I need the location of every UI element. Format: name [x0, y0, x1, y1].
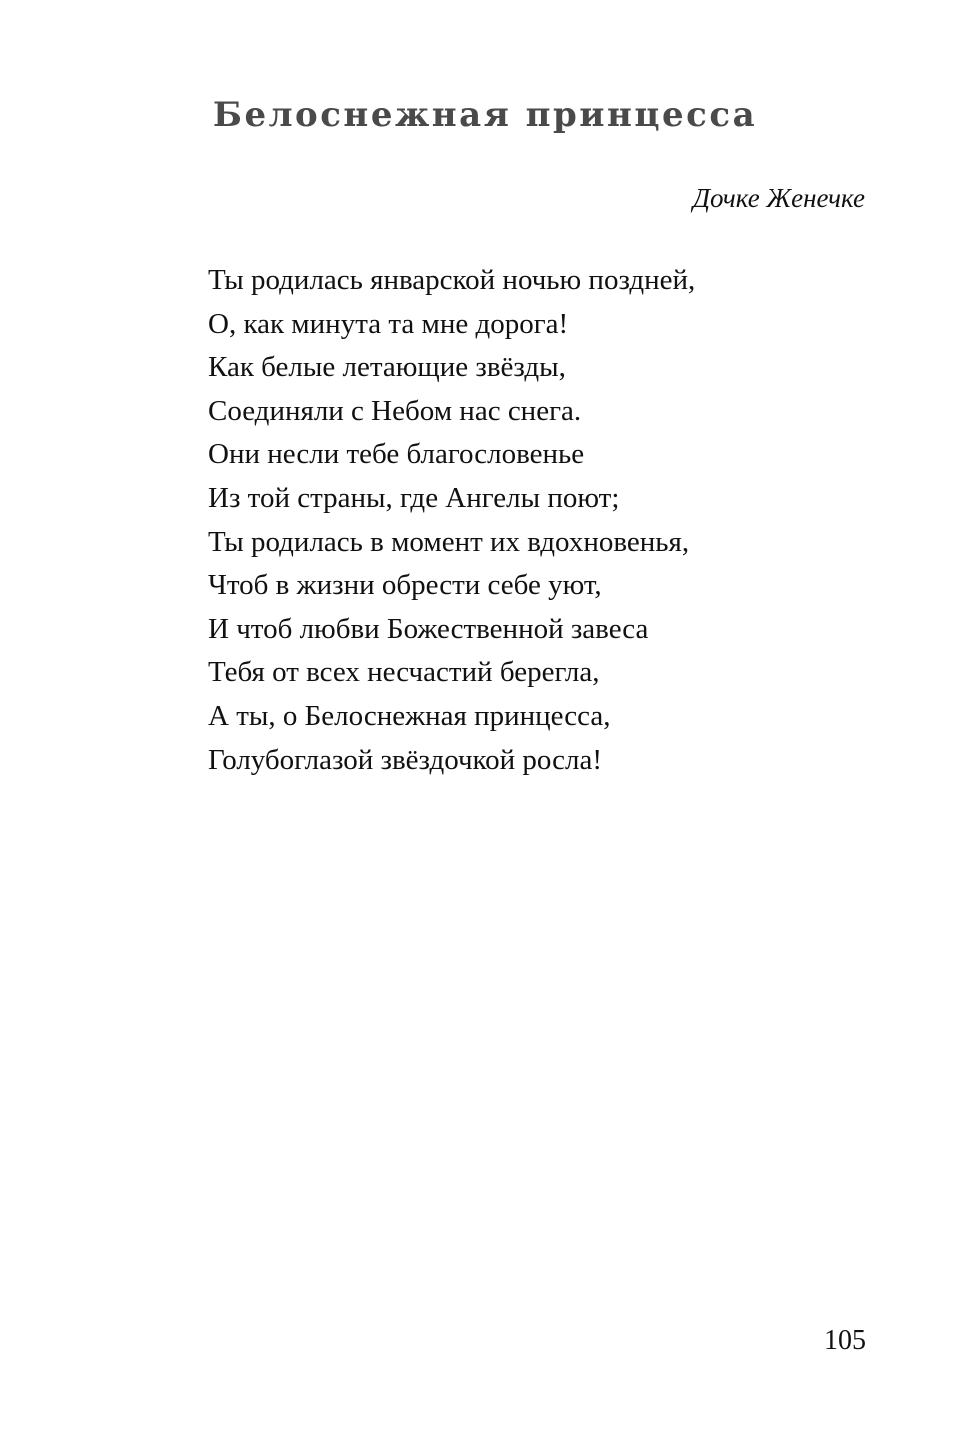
- poem-line: Как белые летающие звёзды,: [208, 351, 566, 384]
- poem-line: И чтоб любви Божественной завеса: [208, 612, 649, 645]
- poem-line: Ты родилась в момент их вдохновенья,: [208, 525, 690, 558]
- poem-line: О, как минута та мне дорога!: [208, 307, 569, 340]
- page-number: 105: [824, 1325, 866, 1356]
- poem-line: Соединяли с Небом нас снега.: [208, 394, 582, 427]
- dedication: Дочке Женечке: [692, 183, 865, 213]
- poem-line: Голубоглазой звёздочкой росла!: [208, 743, 603, 776]
- poem-line: Они несли тебе благословенье: [208, 438, 585, 471]
- poem-body: [208, 259, 695, 782]
- poem-line: А ты, о Белоснежная принцесса,: [208, 699, 611, 732]
- poem-title: Белоснежная принцесса: [212, 95, 758, 135]
- poem-line: Ты родилась январской ночью поздней,: [208, 264, 696, 296]
- poem-line: Тебя от всех несчастий берегла,: [208, 656, 600, 689]
- poem-line: Из той страны, где Ангелы поют;: [208, 481, 620, 514]
- poem-line: Чтоб в жизни обрести себе уют,: [208, 569, 602, 602]
